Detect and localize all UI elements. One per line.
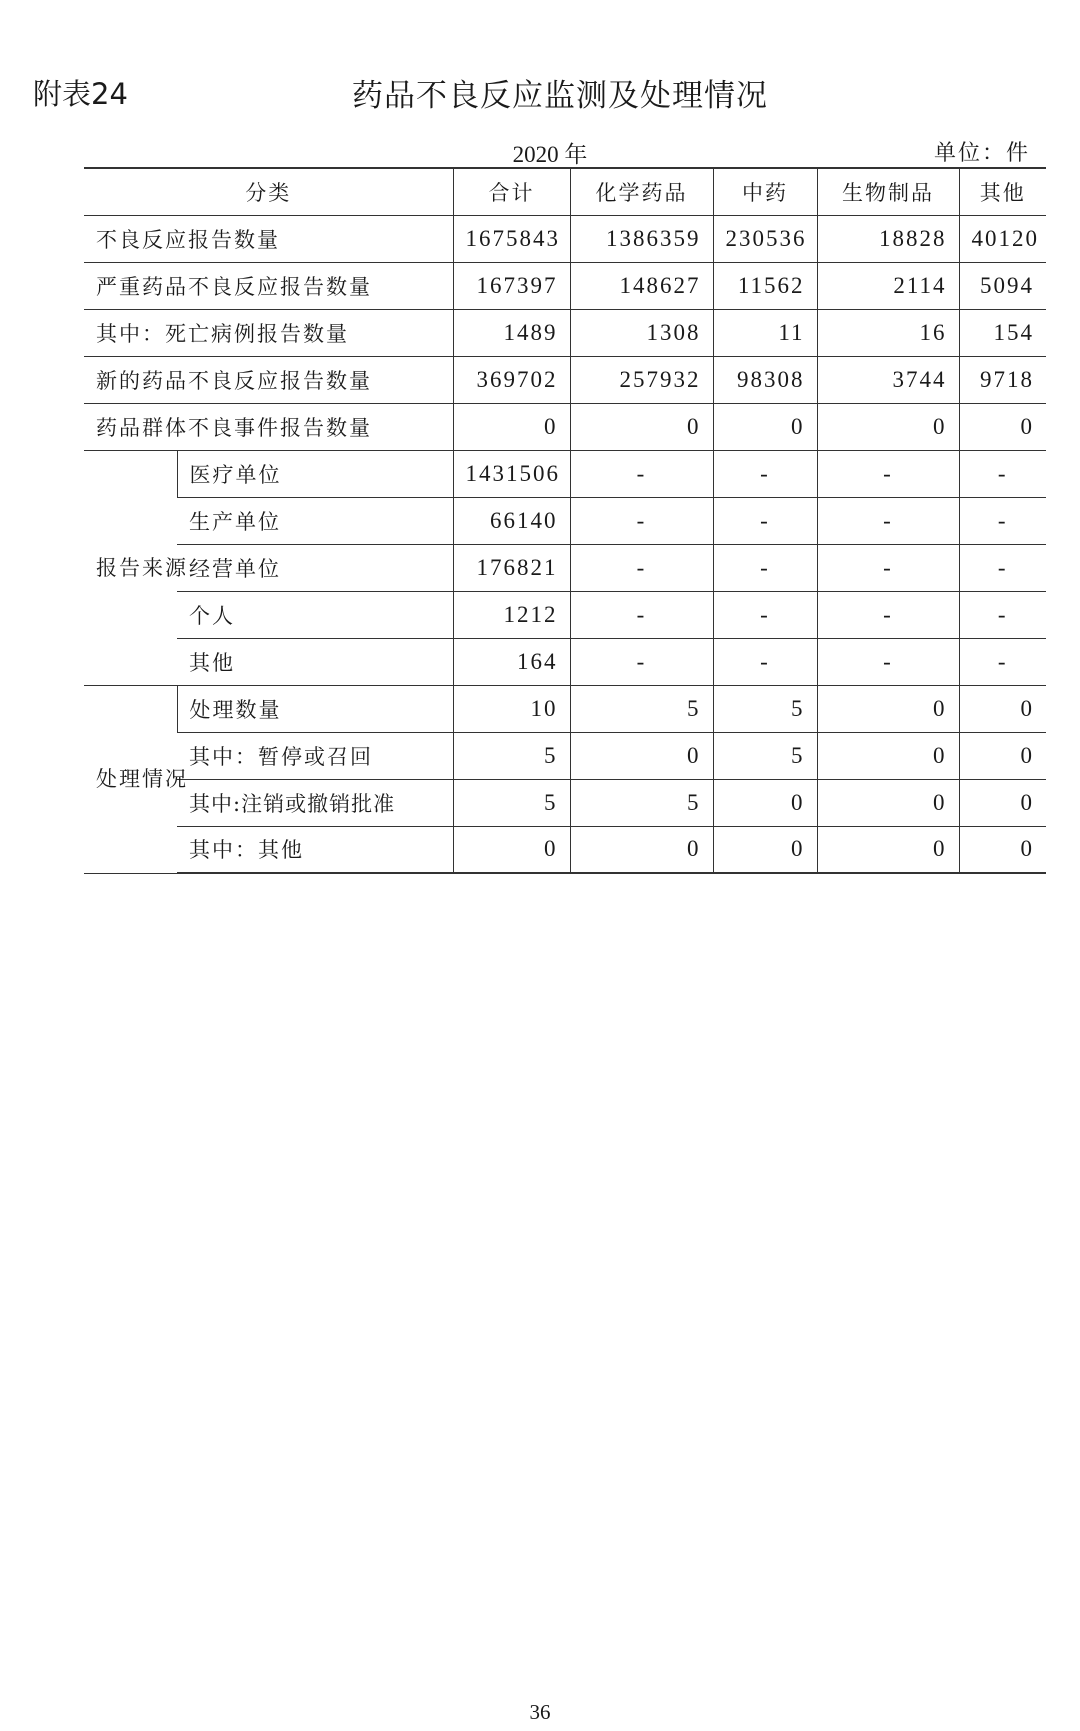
cell-total: 1212 <box>453 591 570 638</box>
cell-biological: 18828 <box>817 215 959 262</box>
cell-tcm: 11 <box>713 309 817 356</box>
page-number: 36 <box>529 1700 551 1724</box>
cell-tcm: - <box>713 638 817 685</box>
cell-tcm: - <box>713 544 817 591</box>
row-label: 不良反应报告数量 <box>84 215 453 262</box>
cell-chemical: 1308 <box>570 309 713 356</box>
cell-other: 5094 <box>959 262 1046 309</box>
table-row-source-manufacturer <box>84 497 1046 544</box>
table-row-handling-revoke <box>84 779 1046 826</box>
table-row-adverse-reports <box>84 215 1046 262</box>
cell-tcm: - <box>713 591 817 638</box>
cell-biological: 0 <box>817 826 959 873</box>
cell-other: 40120 <box>959 215 1046 262</box>
cell-total: 176821 <box>453 544 570 591</box>
cell-other: 0 <box>959 685 1046 732</box>
cell-other: 0 <box>959 826 1046 873</box>
cell-biological: 16 <box>817 309 959 356</box>
cell-total: 0 <box>453 826 570 873</box>
column-header-chemical: 化学药品 <box>570 168 713 215</box>
cell-total: 10 <box>453 685 570 732</box>
column-header-category: 分类 <box>84 168 453 215</box>
column-header-other: 其他 <box>959 168 1046 215</box>
table-row-handling-suspend-recall <box>84 732 1046 779</box>
cell-biological: 0 <box>817 403 959 450</box>
row-label: 其中：死亡病例报告数量 <box>84 309 453 356</box>
row-label: 其中:注销或撤销批准 <box>177 779 453 826</box>
cell-other: - <box>959 638 1046 685</box>
cell-total: 1675843 <box>453 215 570 262</box>
cell-chemical: - <box>570 591 713 638</box>
cell-biological: 2114 <box>817 262 959 309</box>
table-header-row <box>84 168 1046 215</box>
column-header-biological: 生物制品 <box>817 168 959 215</box>
cell-chemical: 257932 <box>570 356 713 403</box>
cell-biological: 0 <box>817 732 959 779</box>
row-label: 其中：其他 <box>177 826 453 873</box>
cell-tcm: 5 <box>713 732 817 779</box>
row-label: 其他 <box>177 638 453 685</box>
cell-chemical: 0 <box>570 403 713 450</box>
cell-other: 0 <box>959 403 1046 450</box>
cell-biological: - <box>817 450 959 497</box>
cell-chemical: - <box>570 638 713 685</box>
cell-chemical: - <box>570 450 713 497</box>
cell-chemical: - <box>570 544 713 591</box>
cell-tcm: - <box>713 450 817 497</box>
cell-other: - <box>959 591 1046 638</box>
table-row-source-individual <box>84 591 1046 638</box>
cell-total: 66140 <box>453 497 570 544</box>
cell-total: 164 <box>453 638 570 685</box>
row-label: 药品群体不良事件报告数量 <box>84 403 453 450</box>
cell-biological: 3744 <box>817 356 959 403</box>
cell-other: - <box>959 497 1046 544</box>
table-row-source-other <box>84 638 1046 685</box>
cell-chemical: 5 <box>570 685 713 732</box>
table-row-death-reports <box>84 309 1046 356</box>
row-label: 新的药品不良反应报告数量 <box>84 356 453 403</box>
cell-chemical: 0 <box>570 732 713 779</box>
cell-biological: - <box>817 497 959 544</box>
table-row-source-distributor <box>84 544 1046 591</box>
cell-biological: 0 <box>817 685 959 732</box>
cell-chemical: 0 <box>570 826 713 873</box>
column-header-tcm: 中药 <box>713 168 817 215</box>
cell-total: 1431506 <box>453 450 570 497</box>
row-label: 其中：暂停或召回 <box>177 732 453 779</box>
cell-other: 0 <box>959 779 1046 826</box>
table-row-new-reports <box>84 356 1046 403</box>
row-label: 医疗单位 <box>177 450 453 497</box>
cell-tcm: 11562 <box>713 262 817 309</box>
appendix-label: 附表24 <box>33 77 128 111</box>
table-row-source-medical <box>84 450 1046 497</box>
cell-chemical: 148627 <box>570 262 713 309</box>
unit-label: 单位：件 <box>933 141 1030 166</box>
cell-total: 5 <box>453 732 570 779</box>
group-label-report-source: 报告来源 <box>84 450 177 685</box>
row-label: 处理数量 <box>177 685 453 732</box>
row-label: 严重药品不良反应报告数量 <box>84 262 453 309</box>
table-row-handling-count <box>84 685 1046 732</box>
cell-tcm: 0 <box>713 826 817 873</box>
column-header-total: 合计 <box>453 168 570 215</box>
cell-tcm: 98308 <box>713 356 817 403</box>
cell-other: 0 <box>959 732 1046 779</box>
cell-biological: - <box>817 638 959 685</box>
year-label: 2020 年 <box>512 142 588 167</box>
cell-biological: 0 <box>817 779 959 826</box>
cell-other: 154 <box>959 309 1046 356</box>
table-row-handling-other <box>84 826 1046 873</box>
cell-chemical: 5 <box>570 779 713 826</box>
cell-chemical: - <box>570 497 713 544</box>
cell-total: 1489 <box>453 309 570 356</box>
table-row-group-events <box>84 403 1046 450</box>
adverse-reaction-table <box>84 167 1046 874</box>
row-label: 个人 <box>177 591 453 638</box>
cell-biological: - <box>817 591 959 638</box>
cell-tcm: 5 <box>713 685 817 732</box>
cell-tcm: 0 <box>713 779 817 826</box>
cell-total: 369702 <box>453 356 570 403</box>
table-row-serious-reports <box>84 262 1046 309</box>
cell-total: 0 <box>453 403 570 450</box>
cell-other: 9718 <box>959 356 1046 403</box>
page-title: 药品不良反应监测及处理情况 <box>352 78 768 114</box>
cell-tcm: 230536 <box>713 215 817 262</box>
cell-biological: - <box>817 544 959 591</box>
cell-other: - <box>959 450 1046 497</box>
group-label-handling: 处理情况 <box>84 685 177 873</box>
cell-total: 167397 <box>453 262 570 309</box>
row-label: 经营单位 <box>177 544 453 591</box>
cell-total: 5 <box>453 779 570 826</box>
cell-tcm: - <box>713 497 817 544</box>
cell-other: - <box>959 544 1046 591</box>
row-label: 生产单位 <box>177 497 453 544</box>
cell-chemical: 1386359 <box>570 215 713 262</box>
cell-tcm: 0 <box>713 403 817 450</box>
